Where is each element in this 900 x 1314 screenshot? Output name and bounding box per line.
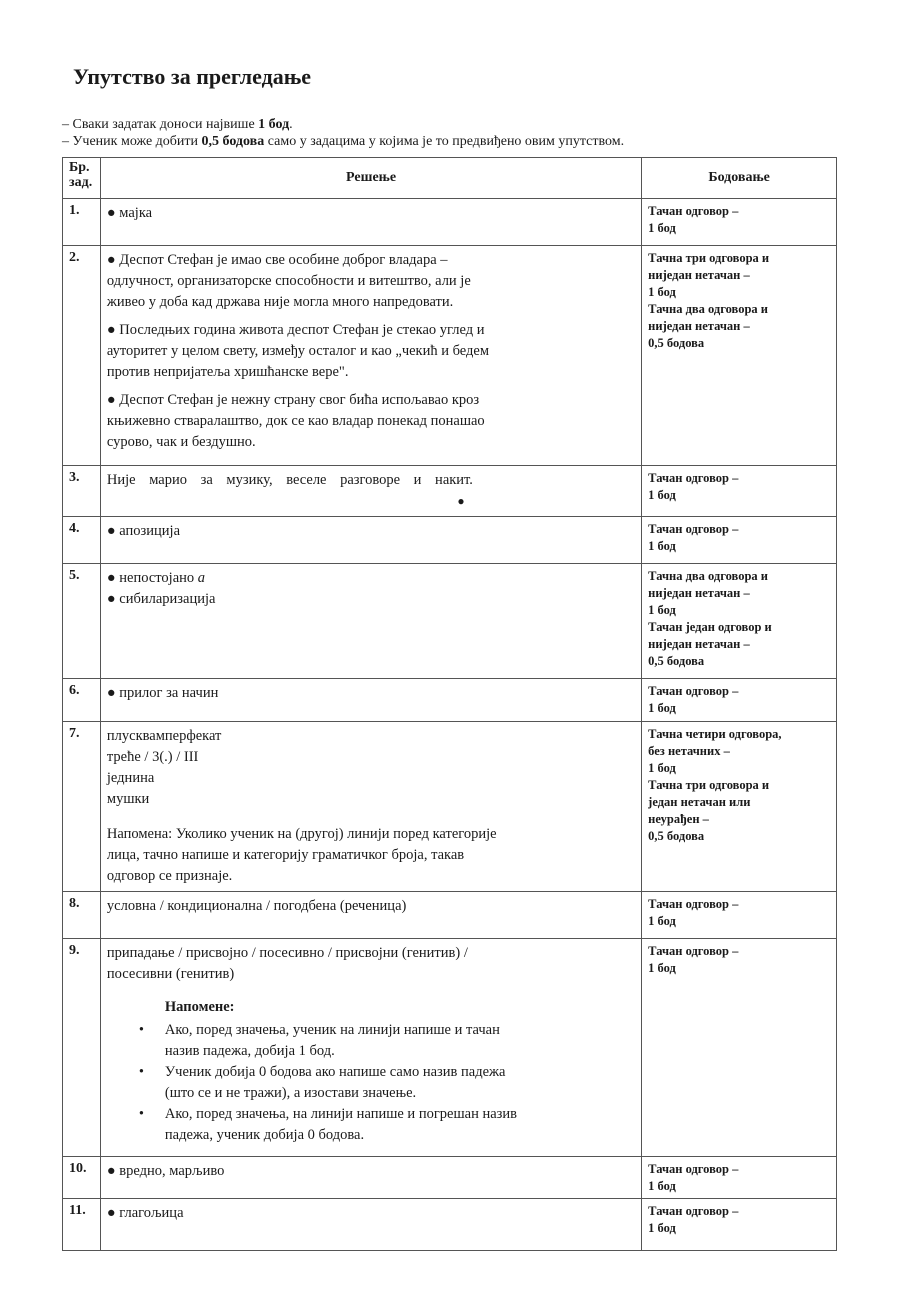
task-number: 11.: [63, 1199, 101, 1251]
points-line: Тачан одговор –: [648, 471, 739, 485]
bullet-icon: •: [138, 1064, 144, 1080]
solution-italic-letter: а: [197, 570, 206, 586]
points-line: 0,5 бодова: [648, 336, 705, 350]
points-line: Тачна четири одговора,: [648, 727, 782, 741]
solution-line: Није марио за музику, веселе разговоре и накит.: [106, 472, 473, 488]
solution-text: ● непостојано: [106, 570, 195, 586]
list-item: [138, 1062, 635, 1104]
list-item: [138, 1020, 635, 1062]
table-row: [63, 892, 837, 939]
table-row: [63, 564, 837, 679]
intro-line-2-bold: 0,5 бодова: [201, 134, 265, 149]
solution-line: одлучност, организаторске способности и витештво, али је: [106, 273, 471, 289]
solution-line: посесивни (генитив): [106, 966, 235, 982]
note-line: Ученик добија 0 бодова ако напише само назив падежа: [164, 1064, 506, 1080]
points-line: 1 бод: [648, 603, 676, 617]
task-points: [642, 722, 837, 892]
task-number: 7.: [63, 722, 101, 892]
table-row: [63, 939, 837, 1157]
points-line: 1 бод: [648, 285, 676, 299]
page-title: Упутство за прегледање: [73, 64, 312, 89]
solution-line: припадање / присвојно / посесивно / присвојни (генитив) /: [106, 945, 468, 961]
note-line: Напомена: Уколико ученик на (другој) линији поред категорије: [106, 826, 497, 842]
task-number: 4.: [63, 517, 101, 564]
note-line: лица, тачно напише и категорију граматичког броја, такав: [106, 847, 465, 863]
intro-line-2-end: само у задацима у којима је то предвиђено овим упутством.: [267, 134, 625, 149]
task-points: [642, 939, 837, 1157]
points-line: 1 бод: [648, 1179, 676, 1193]
points-line: 1 бод: [648, 488, 676, 502]
task-number: 9.: [63, 939, 101, 1157]
points-line: Тачан одговор –: [648, 522, 739, 536]
solution-line: треће / 3(.) / III: [106, 749, 199, 765]
points-line: 1 бод: [648, 701, 676, 715]
solution-line: сурово, чак и бездушно.: [106, 434, 256, 450]
points-line: Тачан један одговор и: [648, 620, 772, 634]
points-line: 1 бод: [648, 761, 676, 775]
solution-line: ● Деспот Стефан је нежну страну свог бића испољавао кроз: [106, 392, 480, 408]
table-header-row: [63, 158, 837, 199]
task-solution: [100, 939, 641, 1157]
task-number: 2.: [63, 246, 101, 466]
solution-line: мушки: [106, 791, 150, 807]
points-line: ниједан нетачан –: [648, 268, 750, 282]
solution-line: против непријатеља хришћанске вере".: [106, 364, 349, 380]
points-line: Тачан одговор –: [648, 897, 739, 911]
intro-line-1-bold: 1 бод: [258, 117, 290, 132]
table-row: [63, 1199, 837, 1251]
task-solution: [100, 466, 641, 517]
table-row: [63, 199, 837, 246]
points-line: 1 бод: [648, 221, 676, 235]
task-points: [642, 564, 837, 679]
task-points: [642, 246, 837, 466]
task-solution: [100, 246, 641, 466]
points-line: Тачна три одговора и: [648, 778, 770, 792]
header-num-line-1: Бр.: [69, 160, 90, 175]
task-solution: [100, 722, 641, 892]
task-solution: ● мајка: [100, 199, 641, 246]
table-row: [63, 679, 837, 722]
solution-line: живео у доба кад држава није могла много напредовати.: [106, 294, 454, 310]
points-line: неурађен –: [648, 812, 709, 826]
task-points: [642, 199, 837, 246]
header-task-number: [63, 158, 101, 199]
task-number: 10.: [63, 1157, 101, 1199]
task-points: [642, 1157, 837, 1199]
solution-line: плусквамперфекат: [106, 728, 222, 744]
solution-paragraph: [107, 320, 635, 383]
task-points: [642, 466, 837, 517]
points-line: један нетачан или: [648, 795, 751, 809]
solution-dot: ●: [457, 494, 465, 508]
points-line: 0,5 бодова: [648, 654, 705, 668]
points-line: ниједан нетачан –: [648, 319, 750, 333]
intro-line-1: [62, 116, 624, 133]
table-row: [63, 722, 837, 892]
points-line: Тачан одговор –: [648, 1204, 739, 1218]
table-row: [63, 466, 837, 517]
solution-paragraph: [107, 250, 635, 313]
table-row: [63, 1157, 837, 1199]
intro-rules: [62, 116, 624, 150]
note-line: Ако, поред значења, на линији напише и погрешан назив: [164, 1106, 517, 1122]
task-solution: условна / кондиционална / погодбена (реченица): [100, 892, 641, 939]
task-points: [642, 679, 837, 722]
note-line: одговор се признаје.: [106, 868, 233, 884]
solution-line: ● Последњих година живота деспот Стефан је стекао углед и: [106, 322, 485, 338]
task-points: [642, 517, 837, 564]
solution-line: ауторитет у целом свету, између осталог и као „чекић и бедем: [106, 343, 490, 359]
task-number: 8.: [63, 892, 101, 939]
solution-paragraph: [107, 390, 635, 453]
scoring-table: [62, 157, 837, 1251]
points-line: 1 бод: [648, 961, 676, 975]
note-line: Ако, поред значења, ученик на линији напише и тачан: [164, 1022, 500, 1038]
points-line: 1 бод: [648, 914, 676, 928]
task-number: 5.: [63, 564, 101, 679]
task-solution: ● глагољица: [100, 1199, 641, 1251]
table-row: [63, 517, 837, 564]
bullet-icon: •: [138, 1022, 144, 1038]
note-line: падежа, ученик добија 0 бодова.: [164, 1127, 365, 1143]
intro-line-1-end: .: [289, 117, 293, 132]
bullet-icon: •: [138, 1106, 144, 1122]
solution-line: књижевно стваралаштво, док се као владар понекад понашао: [106, 413, 485, 429]
points-line: Тачна два одговора и: [648, 569, 768, 583]
points-line: ниједан нетачан –: [648, 586, 750, 600]
header-points: Бодовање: [642, 158, 837, 199]
points-line: Тачан одговор –: [648, 684, 739, 698]
note-line: (што се и не тражи), а изостави значење.: [164, 1085, 417, 1101]
solution-line: ● Деспот Стефан је имао све особине доброг владара –: [106, 252, 448, 268]
task-solution: ● вредно, марљиво: [100, 1157, 641, 1199]
task-number: 1.: [63, 199, 101, 246]
points-line: Тачан одговор –: [648, 204, 739, 218]
table-row: [63, 246, 837, 466]
intro-line-2-text: – Ученик може добити: [62, 134, 199, 149]
points-line: 1 бод: [648, 1221, 676, 1235]
solution-line: једнина: [106, 770, 155, 786]
header-num-line-2: зад.: [69, 175, 93, 190]
notes-list: [107, 1020, 635, 1146]
task-points: [642, 892, 837, 939]
points-line: Тачан одговор –: [648, 1162, 739, 1176]
task-solution: ● прилог за начин: [100, 679, 641, 722]
points-line: 0,5 бодова: [648, 829, 705, 843]
task-solution: ● апозиција: [100, 517, 641, 564]
points-line: без нетачних –: [648, 744, 730, 758]
points-line: Тачан одговор –: [648, 944, 739, 958]
header-solution: Решење: [100, 158, 641, 199]
task-number: 3.: [63, 466, 101, 517]
note-line: назив падежа, добија 1 бод.: [164, 1043, 335, 1059]
intro-line-1-text: – Сваки задатак доноси највише: [62, 117, 255, 132]
intro-line-2: [62, 133, 624, 150]
points-line: ниједан нетачан –: [648, 637, 750, 651]
list-item: [138, 1104, 635, 1146]
points-line: Тачна три одговора и: [648, 251, 770, 265]
points-line: Тачна два одговора и: [648, 302, 768, 316]
task-solution: [100, 564, 641, 679]
notes-heading: Напомене:: [164, 999, 235, 1015]
task-points: [642, 1199, 837, 1251]
points-line: 1 бод: [648, 539, 676, 553]
solution-line: [107, 568, 635, 589]
task-number: 6.: [63, 679, 101, 722]
solution-line: ● сибиларизација: [106, 591, 216, 607]
